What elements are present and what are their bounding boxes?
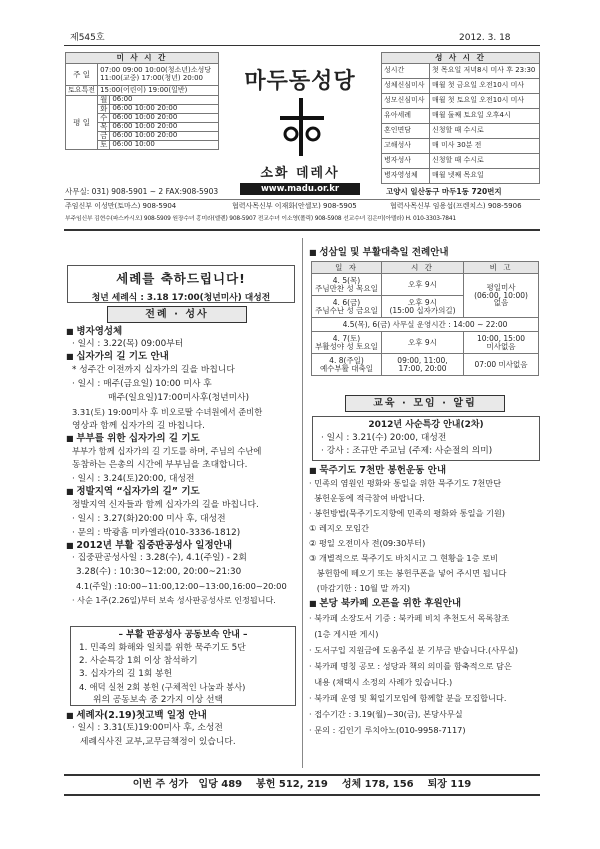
- hymns-footer: 이번 주 성가 입당 489 봉헌 512, 219 성체 178, 156 퇴장 119: [132, 779, 472, 790]
- baptism-banner-title: 세례를 축하드립니다!: [116, 271, 246, 286]
- sacrament-key: 성시간: [382, 64, 430, 79]
- text-line: 부부가 함께 십자가의 길 기도를 하며, 주님의 수난에: [72, 446, 262, 457]
- saturday-mass-times: 15:00(어린이) 19:00(일반): [98, 86, 219, 96]
- text-line: 매주(일요일)17:00미사후(청년미사): [108, 392, 250, 403]
- weekday-thu: 목: [98, 123, 110, 132]
- event-note: 평일미사 (06:00, 10:00) 없음: [464, 274, 539, 318]
- triduum-title: ■ 성삼일 및 부활대축일 전례안내: [309, 247, 449, 258]
- sacrament-value: 매 미사 30분 전: [430, 139, 540, 154]
- lecture-box: [312, 416, 540, 461]
- penance-item: 1. 민족의 화해와 일치를 위한 묵주기도 5단: [79, 643, 246, 653]
- text-line: · 일시 : 3.24(토)20:00, 대성전: [72, 474, 195, 485]
- weekday-mon-times: 06:00: [110, 96, 219, 105]
- issue-number: 제545호: [70, 33, 105, 43]
- text-line: · 봉헌방법(묵주기도지향에 민족의 평화와 통일을 기원): [309, 508, 506, 519]
- weekday-mon: 월: [98, 96, 110, 105]
- column-divider: [302, 238, 303, 768]
- text-line: · 집중판공성사일 : 3.28(수), 4.1(주일) - 2회: [72, 552, 247, 563]
- first-confession-section: [66, 710, 298, 749]
- church-address: 고양시 일산동구 마두1동 720번지: [386, 187, 502, 196]
- section-title: ■ 병자영성체: [66, 326, 298, 337]
- text-line: (1층 게시판 게시): [309, 628, 379, 639]
- event-date: 4. 5(목) 주님만찬 성 목요일: [312, 274, 382, 296]
- text-line: 3.31(토) 19:00미사 후 비오로딸 수녀원에서 준비한: [72, 406, 263, 417]
- event-time: 오후 9시: [382, 274, 464, 296]
- sacrament-value: 매월 첫 토요일 오전10시 미사: [430, 94, 540, 109]
- text-line: · 일시 : 3.21(수) 20:00, 대성전: [321, 433, 447, 443]
- col-note: 비 고: [464, 262, 539, 274]
- rosary-section: [309, 465, 541, 738]
- text-line: 내용 (채택시 소정의 사례가 있습니다.): [309, 676, 453, 687]
- staff-contact: 부주임신부 김현수(파스카시오) 908-5909 원장수녀 홍미라(엘렌) 908-5907 전교수녀 이소영(폴릭) 908-5908 선교수녀 김은미(아델라) H. 010-3303-7841: [65, 216, 456, 222]
- event-note: 10:00, 15:00 미사없음: [464, 332, 539, 354]
- weekday-fri: 금: [98, 132, 110, 141]
- footer-rule-top: [64, 774, 540, 776]
- text-line: ① 레지오 모임간: [309, 523, 369, 534]
- text-line: · 문의 : 박광흠 미카엘라(010-3336-1812): [72, 527, 241, 538]
- weekday-fri-times: 06:00 10:00 20:00: [110, 132, 219, 141]
- text-line: · 일시 : 3.31(토)19:00미사 후, 소성전: [72, 723, 223, 734]
- weekday-label: 평 일: [66, 96, 98, 150]
- weekday-wed-times: 06:00 10:00 20:00: [110, 114, 219, 123]
- mass-schedule-table: [65, 52, 219, 150]
- weekday-thu-times: 06:00 10:00 20:00: [110, 123, 219, 132]
- text-line: · 도서구입 지원금에 도움주실 분 기부금 받습니다.(사무실): [309, 644, 519, 655]
- event-time: 09:00, 11:00, 17:00, 20:00: [382, 354, 464, 376]
- section-title: ■ 정발지역 “십자가의 길” 기도: [66, 486, 298, 497]
- penance-item: 2. 사순특강 1회 이상 참석하기: [79, 656, 198, 666]
- text-line: 3.28(수) : 10:30~12:00, 20:00~21:30: [76, 566, 242, 577]
- education-section-header: 교육 · 모임 · 알림: [345, 395, 505, 412]
- event-date: 4. 8(주일) 예수부활 대축일: [312, 354, 382, 376]
- office-hours-note: 4.5(목), 6(금) 사무실 운영시간 : 14:00 ~ 22:00: [312, 318, 539, 332]
- text-line: ③ 개별적으로 묵주기도 바치시고 그 현황을 1층 로비: [309, 553, 498, 564]
- weekday-tue: 화: [98, 105, 110, 114]
- weekday-sat-times: 06:00 10:00: [110, 141, 219, 150]
- sunday-mass-times-2: 11:00(교중) 17:00(청년) 20:00: [100, 73, 204, 82]
- penance-title: – 부활 판공성사 공동보속 안내 –: [118, 630, 248, 640]
- text-line: 영상과 함께 십자가의 길 바칩니다.: [72, 420, 205, 431]
- sacrament-value: 신청할 때 수시로: [430, 124, 540, 139]
- lecture-title: 2012년 사순특강 안내(2차): [368, 420, 484, 430]
- text-line: 동참하는 은총의 시간에 부부님을 초대합니다.: [72, 460, 248, 471]
- text-line: * 성주간 이전까지 십자가의 길을 바칩니다: [72, 364, 235, 375]
- pastor-contact: 주임신부 이성만(토마스) 908-5904: [65, 202, 177, 210]
- section-title: ■ 세례자(2.19)첫고백 일정 안내: [66, 710, 298, 721]
- event-time: 오후 9시: [382, 332, 464, 354]
- text-line: · 문의 : 김인기 루치아노(010-9958-7117): [309, 724, 466, 735]
- text-line: 정발지역 신자들과 함께 십자가의 길을 바칩니다.: [72, 499, 259, 510]
- text-line: 세례식사진 교부,교무금책정이 있습니다.: [80, 737, 236, 748]
- event-note: 07:00 미사없음: [464, 354, 539, 376]
- section-title: ■ 부부를 위한 십자가의 길 기도: [66, 433, 298, 444]
- triduum-table: [311, 261, 539, 376]
- text-line: · 일시 : 3.27(화)20:00 미사 후, 대성전: [72, 513, 226, 524]
- text-line: 봉헌함에 떼오기 또는 봉헌쿠폰을 넣어 주시면 됩니다: [309, 568, 507, 579]
- weekday-wed: 수: [98, 114, 110, 123]
- weekday-sat: 토: [98, 141, 110, 150]
- event-date: 4. 7(토) 부활성야 성 토요일: [312, 332, 382, 354]
- sacrament-table: [381, 52, 540, 184]
- text-line: 봉헌운동에 적극참여 바랍니다.: [309, 493, 425, 504]
- text-line: · 접수기간 : 3.19(월)~30(금), 본당사무실: [309, 708, 463, 719]
- text-line: · 북카페 명칭 공모 : 성당과 책의 의미를 함축적으로 담은: [309, 660, 512, 671]
- weekday-tue-times: 06:00 10:00 20:00: [110, 105, 219, 114]
- saturday-label: 토요특전: [66, 86, 98, 96]
- text-line: · 강사 : 조규만 주교님 (주제: 사순절의 의미): [321, 446, 493, 456]
- sunday-label: 주 일: [66, 64, 98, 86]
- header-rule: [64, 45, 540, 46]
- contact-bottom-rule: [64, 229, 540, 231]
- penance-note: 위의 공동보속 중 2가지 이상 선택: [93, 695, 224, 705]
- section-title: ■ 십자가의 길 기도 안내: [66, 351, 298, 362]
- penance-item: 3. 십자가의 길 1회 봉헌: [79, 669, 173, 679]
- sacrament-value: 첫 목요일 저녁8시 미사 후 23:30: [430, 64, 540, 79]
- penance-box: [70, 626, 296, 706]
- penance-item: 4. 애덕 실천 2회 봉헌 (구체적인 나눔과 봉사): [79, 682, 246, 692]
- sacrament-value: 매월 첫 금요일 오전10시 미사: [430, 79, 540, 94]
- text-line: · 사순 1주(2.26일)부터 보속 성사판공성사로 인정됩니다.: [72, 594, 276, 605]
- liturgy-section-header: 전례 · 성사: [107, 306, 247, 323]
- col-date: 일 자: [312, 262, 382, 274]
- cross-logo: [272, 94, 332, 158]
- church-name: 마두동성당: [244, 68, 356, 94]
- sacrament-key: 고해성사: [382, 139, 430, 154]
- text-line: · 북카페 운영 및 획일기모임에 함께할 분을 모집합니다.: [309, 692, 507, 703]
- sacrament-key: 병자성사: [382, 154, 430, 169]
- sacrament-key: 병자영성체: [382, 169, 430, 184]
- assistant-priest-2-contact: 협력사목신부 임용섭(프렌치스) 908-5906: [390, 202, 522, 210]
- church-patron: 소화 데레사: [260, 166, 340, 181]
- baptism-banner-subtitle: 청년 세례식 : 3.18 17:00(청년미사) 대성전: [91, 293, 271, 303]
- sacrament-value: 신청할 때 수시로: [430, 154, 540, 169]
- col-time: 시 간: [382, 262, 464, 274]
- issue-date: 2012. 3. 18: [459, 33, 511, 43]
- sacrament-key: 혼인면담: [382, 124, 430, 139]
- sacrament-key: 성모신심미사: [382, 94, 430, 109]
- text-line: · 북카페 소장도서 기증 : 북카페 비치 추천도서 목록참조: [309, 612, 510, 623]
- liturgy-column: [66, 326, 298, 607]
- office-phone: 사무실: 031) 908-5901 ~ 2 FAX:908-5903: [65, 187, 219, 196]
- mass-title: 미 사 시 간: [66, 53, 219, 64]
- text-line: (마감기한 : 10월 말 까지): [309, 583, 411, 594]
- sacrament-key: 유아세례: [382, 109, 430, 124]
- church-website[interactable]: www.madu.or.kr: [240, 183, 360, 195]
- section-title: ■ 2012년 부활 집중판공성사 일정안내: [66, 540, 298, 551]
- assistant-priest-contact: 협력사목신부 이재화(안셀모) 908-5905: [232, 202, 357, 210]
- sacrament-value: 매월 둘째 토요일 오후4시: [430, 109, 540, 124]
- baptism-banner: [67, 265, 295, 303]
- section-title: ■ 묵주기도 7천만 봉헌운동 안내: [309, 465, 541, 476]
- text-line: 4.1(주일) :10:00~11:00,12:00~13:00,16:00~20:00: [76, 580, 287, 591]
- sacrament-key: 성체신심미사: [382, 79, 430, 94]
- text-line: · 일시 : 3.22(목) 09:00부터: [72, 339, 184, 350]
- text-line: ② 평일 오전미사 전(09:30부터): [309, 538, 426, 549]
- event-date: 4. 6(금) 주님수난 성 금요일: [312, 296, 382, 318]
- sacrament-value: 매월 넷째 목요일: [430, 169, 540, 184]
- sunday-mass-times: 07:00 09:00 10:00(청소년)소성당: [100, 66, 212, 75]
- contact-rule: [64, 199, 540, 200]
- text-line: · 민족의 염원인 평화와 통일을 위한 묵주기도 7천만단: [309, 478, 502, 489]
- section-title: ■ 본당 북카페 오픈을 위한 후원안내: [309, 598, 541, 609]
- footer-rule-bottom: [64, 794, 540, 796]
- event-time: 오후 9시 (15:00 십자가의길): [382, 296, 464, 318]
- sacrament-title: 성 사 시 간: [382, 53, 540, 64]
- text-line: · 일시 : 매주(금요일) 10:00 미사 후: [72, 378, 212, 389]
